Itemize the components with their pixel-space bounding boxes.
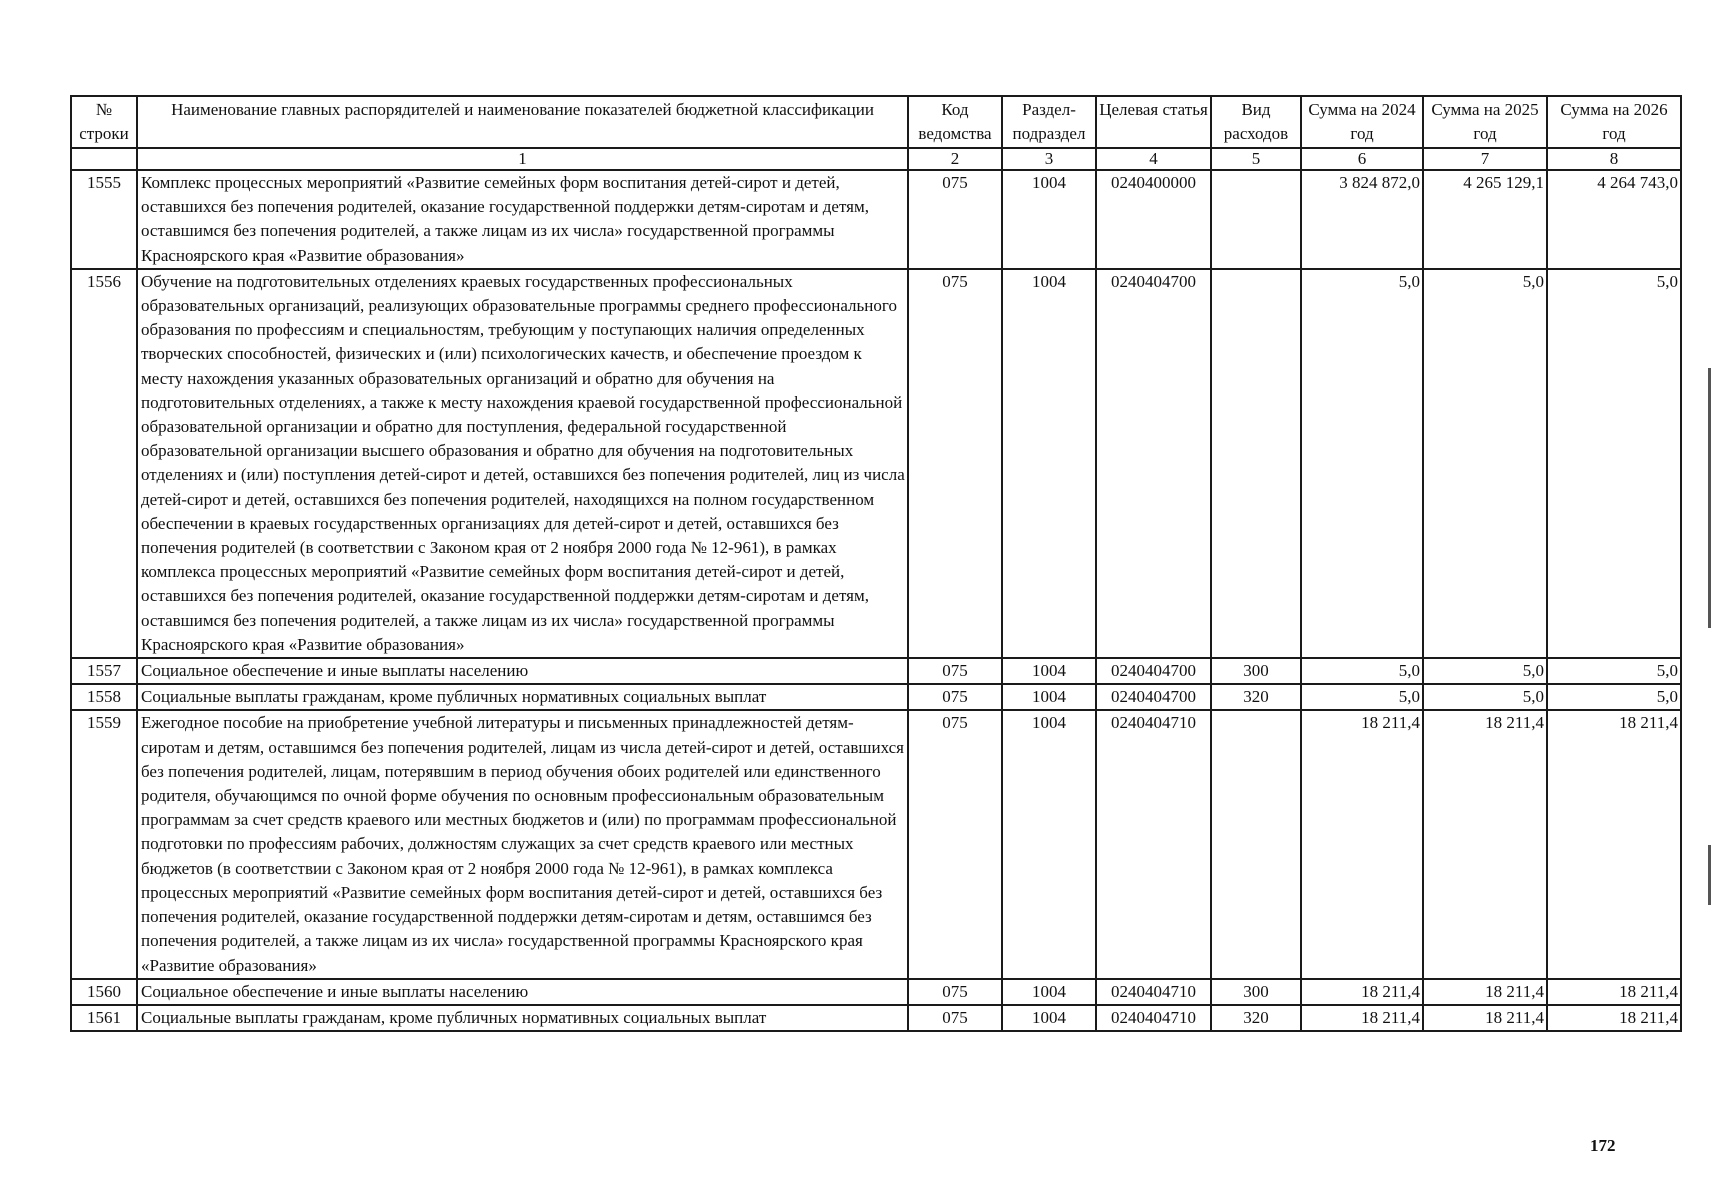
row-name: Социальные выплаты гражданам, кроме публичных нормативных социальных выплат [137,1005,908,1031]
section-code: 1004 [1002,170,1096,269]
budget-table [70,95,1682,1032]
sum-2026: 5,0 [1547,269,1681,658]
department-code: 075 [908,170,1002,269]
row-name: Социальные выплаты гражданам, кроме публичных нормативных социальных выплат [137,684,908,710]
sum-2024: 18 211,4 [1301,979,1423,1005]
sum-2025: 18 211,4 [1423,1005,1547,1031]
row-number: 1561 [71,1005,137,1031]
section-code: 1004 [1002,269,1096,658]
department-code: 075 [908,1005,1002,1031]
header-sum-2026: Сумма на 2026 год [1547,96,1681,148]
header-section: Раздел-подраздел [1002,96,1096,148]
row-name: Комплекс процессных мероприятий «Развитие семейных форм воспитания детей-сирот и детей, оставшихся без попечения родителей, оказание государственной поддержки детям-сиротам и детям, оставшимся без попечения родителей, а также лицам из их числа» государственной программы Красноярского края «Развитие образования» [137,170,908,269]
column-number: 3 [1002,148,1096,170]
expense-kind [1211,269,1301,658]
target-article: 0240404710 [1096,1005,1211,1031]
sum-2026: 18 211,4 [1547,979,1681,1005]
target-article: 0240400000 [1096,170,1211,269]
sum-2025: 5,0 [1423,684,1547,710]
column-number [71,148,137,170]
header-name: Наименование главных распорядителей и наименование показателей бюджетной классификации [137,96,908,148]
sum-2026: 5,0 [1547,658,1681,684]
row-number: 1558 [71,684,137,710]
sum-2024: 5,0 [1301,684,1423,710]
row-number: 1556 [71,269,137,658]
sum-2025: 18 211,4 [1423,979,1547,1005]
column-number: 8 [1547,148,1681,170]
scan-edge-mark [1708,368,1711,628]
row-number: 1559 [71,710,137,978]
sum-2024: 18 211,4 [1301,710,1423,978]
expense-kind [1211,710,1301,978]
table-row [71,710,1681,978]
section-code: 1004 [1002,684,1096,710]
target-article: 0240404710 [1096,710,1211,978]
column-number-row [71,148,1681,170]
target-article: 0240404700 [1096,684,1211,710]
sum-2026: 18 211,4 [1547,1005,1681,1031]
table-row [71,170,1681,269]
sum-2026: 18 211,4 [1547,710,1681,978]
page-number: 172 [1590,1136,1616,1155]
department-code: 075 [908,979,1002,1005]
department-code: 075 [908,684,1002,710]
sum-2025: 18 211,4 [1423,710,1547,978]
expense-kind: 320 [1211,684,1301,710]
column-number: 2 [908,148,1002,170]
column-number: 7 [1423,148,1547,170]
table-row [71,658,1681,684]
sum-2025: 4 265 129,1 [1423,170,1547,269]
header-target-article: Целевая статья [1096,96,1211,148]
column-number: 4 [1096,148,1211,170]
header-row [71,96,1681,148]
sum-2025: 5,0 [1423,658,1547,684]
section-code: 1004 [1002,710,1096,978]
sum-2026: 5,0 [1547,684,1681,710]
row-name: Социальное обеспечение и иные выплаты населению [137,979,908,1005]
table-row [71,684,1681,710]
target-article: 0240404700 [1096,658,1211,684]
row-name: Ежегодное пособие на приобретение учебной литературы и письменных принадлежностей детям-сиротам и детям, оставшимся без попечения родителей, лицам из числа детей-сирот и детей, оставшихся без попечения родителей, лицам, потерявшим в период обучения обоих родителей или единственного родителя, обучающимся по очной форме обучения по основным профессиональным образовательным программам за счет средств краевого или местных бюджетов и (или) по программам профессиональной подготовки по профессиям рабочих, должностям служащих за счет средств краевого или местных бюджетов (в соответствии с Законом края от 2 ноября 2000 года № 12-961), в рамках комплекса процессных мероприятий «Развитие семейных форм воспитания детей-сирот и детей, оставшихся без попечения родителей, оказание государственной поддержки детям-сиротам и детям, оставшимся без попечения родителей, а также лицам из их числа» государственной программы Красноярского края «Развитие образования» [137,710,908,978]
expense-kind: 300 [1211,979,1301,1005]
row-number: 1555 [71,170,137,269]
column-number: 6 [1301,148,1423,170]
expense-kind: 300 [1211,658,1301,684]
sum-2024: 3 824 872,0 [1301,170,1423,269]
sum-2024: 5,0 [1301,658,1423,684]
department-code: 075 [908,710,1002,978]
expense-kind [1211,170,1301,269]
scan-edge-mark [1708,845,1711,905]
row-name: Социальное обеспечение и иные выплаты населению [137,658,908,684]
section-code: 1004 [1002,658,1096,684]
target-article: 0240404710 [1096,979,1211,1005]
column-number: 5 [1211,148,1301,170]
budget-table-page [70,95,1680,1032]
row-number: 1560 [71,979,137,1005]
section-code: 1004 [1002,979,1096,1005]
row-name: Обучение на подготовительных отделениях краевых государственных профессиональных образовательных организаций, реализующих образовательные программы среднего профессионального образования по профессиям и специальностям, требующим у поступающих наличия определенных творческих способностей, физических и (или) психологических качеств, и обеспечение проездом к месту нахождения указанных образовательных организаций и обратно для обучения на подготовительных отделениях, а также к месту нахождения краевой государственной профессиональной образовательной организации и обратно для поступления, федеральной государственной образовательной организации высшего образования и обратно для обучения на подготовительных отделениях и (или) поступления детей-сирот и детей, оставшихся без попечения родителей, лиц из числа детей-сирот и детей, оставшихся без попечения родителей, находящихся на полном государственном обеспечении в краевых государственных организациях для детей-сирот и детей, оставшихся без попечения родителей (в соответствии с Законом края от 2 ноября 2000 года № 12-961), в рамках комплекса процессных мероприятий «Развитие семейных форм воспитания детей-сирот и детей, оставшихся без попечения родителей, оказание государственной поддержки детям-сиротам и детям, оставшимся без попечения родителей, а также лицам из их числа» государственной программы Красноярского края «Развитие образования» [137,269,908,658]
table-row [71,269,1681,658]
header-department-code: Код ведомства [908,96,1002,148]
header-expense-kind: Вид расходов [1211,96,1301,148]
table-row [71,979,1681,1005]
section-code: 1004 [1002,1005,1096,1031]
sum-2025: 5,0 [1423,269,1547,658]
department-code: 075 [908,658,1002,684]
sum-2024: 18 211,4 [1301,1005,1423,1031]
header-sum-2025: Сумма на 2025 год [1423,96,1547,148]
target-article: 0240404700 [1096,269,1211,658]
header-row-number: № строки [71,96,137,148]
expense-kind: 320 [1211,1005,1301,1031]
column-number: 1 [137,148,908,170]
table-row [71,1005,1681,1031]
header-sum-2024: Сумма на 2024 год [1301,96,1423,148]
sum-2024: 5,0 [1301,269,1423,658]
department-code: 075 [908,269,1002,658]
sum-2026: 4 264 743,0 [1547,170,1681,269]
row-number: 1557 [71,658,137,684]
